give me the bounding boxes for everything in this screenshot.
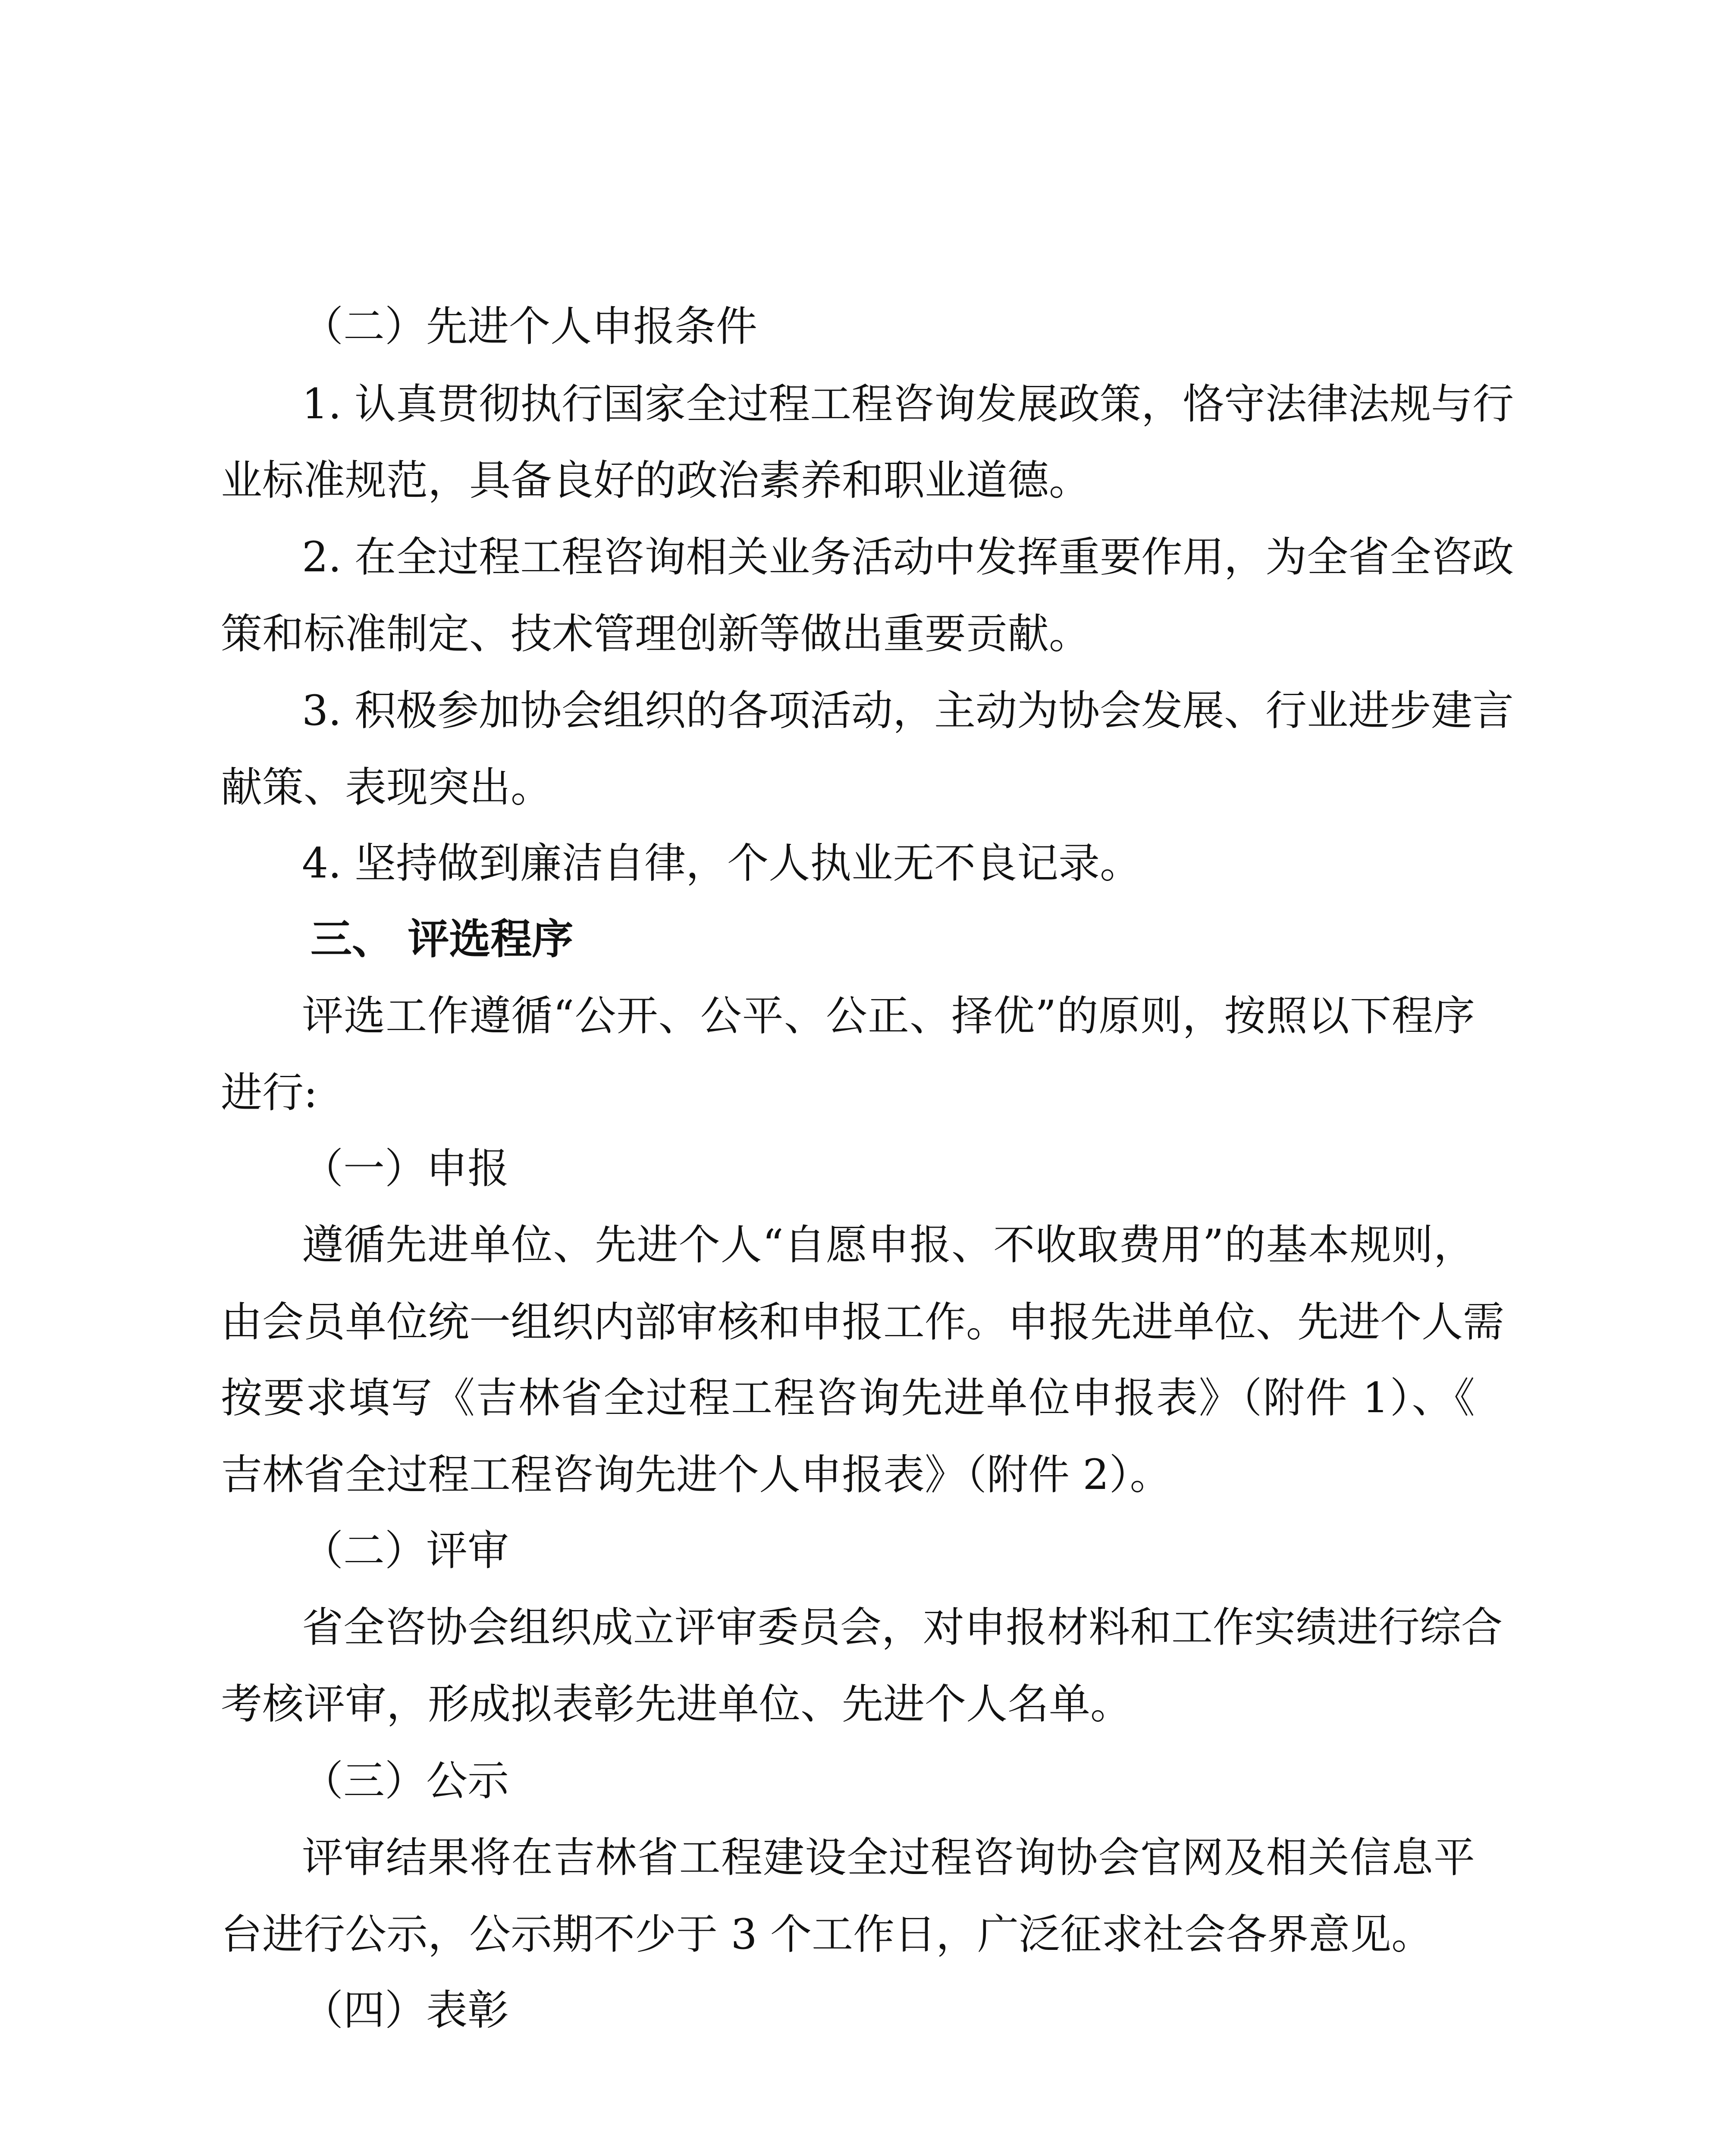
subsection-heading-commendation: （四）表彰	[302, 1986, 509, 2034]
paragraph-line: 献策、表现突出。	[221, 763, 552, 812]
paragraph-line: 省全咨协会组织成立评审委员会，对申报材料和工作实绩进行综合	[302, 1603, 1503, 1651]
subsection-heading-publicity: （三）公示	[302, 1757, 509, 1805]
paragraph-line: 4. 坚持做到廉洁自律，个人执业无不良记录。	[302, 839, 1142, 887]
paragraph-line: 3. 积极参加协会组织的各项活动，主动为协会发展、行业进步建言	[302, 686, 1514, 735]
paragraph-line: 台进行公示，公示期不少于 3 个工作日，广泛征求社会各界意见。	[221, 1910, 1433, 1959]
section-heading-selection-procedure: 三、 评选程序	[311, 915, 574, 963]
paragraph-line: 评选工作遵循“公开、公平、公正、择优”的原则，按照以下程序	[302, 992, 1475, 1040]
paragraph-line: 由会员单位统一组织内部审核和申报工作。申报先进单位、先进个人需	[221, 1298, 1504, 1346]
paragraph-line: 进行:	[221, 1069, 318, 1117]
paragraph-line: 1. 认真贯彻执行国家全过程工程咨询发展政策，恪守法律法规与行	[302, 380, 1514, 428]
paragraph-line: 遵循先进单位、先进个人“自愿申报、不收取费用”的基本规则，	[302, 1221, 1475, 1269]
paragraph-line: 策和标准制定、技术管理创新等做出重要贡献。	[221, 610, 1090, 658]
paragraph-line: 按要求填写《吉林省全过程工程咨询先进单位申报表》（附件 1）、《	[221, 1374, 1475, 1422]
subsection-heading-review: （二）评审	[302, 1526, 509, 1575]
subsection-heading-application: （一）申报	[302, 1144, 509, 1193]
paragraph-line: 业标准规范，具备良好的政治素养和职业道德。	[221, 456, 1090, 505]
paragraph-line: 考核评审，形成拟表彰先进单位、先进个人名单。	[221, 1680, 1132, 1728]
paragraph-line: 2. 在全过程工程咨询相关业务活动中发挥重要作用，为全省全咨政	[302, 533, 1514, 581]
subsection-heading-advanced-individual: （二）先进个人申报条件	[302, 302, 757, 351]
paragraph-line: 评审结果将在吉林省工程建设全过程咨询协会官网及相关信息平	[302, 1833, 1475, 1882]
paragraph-line: 吉林省全过程工程咨询先进个人申报表》（附件 2）。	[221, 1451, 1171, 1499]
